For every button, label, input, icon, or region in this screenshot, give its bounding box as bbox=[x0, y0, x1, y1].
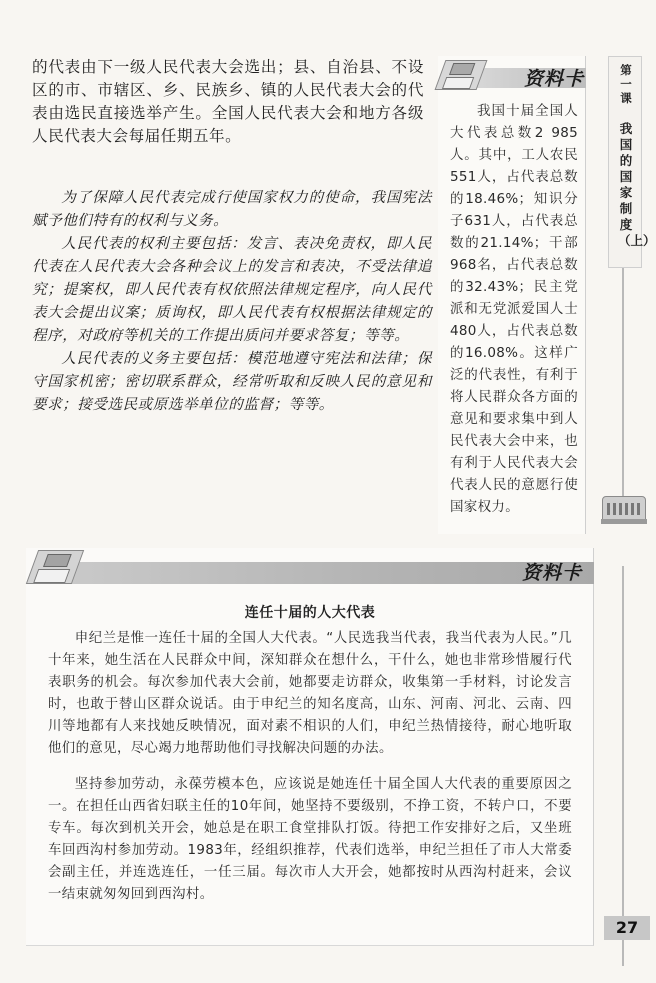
article-paragraph: 坚持参加劳动，永葆劳模本色，应该说是她连任十届全国人大代表的重要原因之一。在担任山西省妇联主任的10年间，她坚持不要级别，不挣工资，不转户口，不要专车。每次到机关开会，她总是在职工食堂排队打饭。待把工作安排好之后，又坐班车回西沟村参加劳动。1983年，经组织推荐，代表们选举，申纪兰担任了市人大常委会副主任，并连选连任，一任三届。每次市人大开会，她都按时从西沟村赶来，会议一结束就匆匆回到西沟村。 bbox=[48, 777, 572, 902]
lesson-label: 第一课 bbox=[620, 63, 632, 105]
bottom-card-header bbox=[26, 548, 594, 588]
page-number-box bbox=[604, 916, 650, 940]
article-paragraph: 申纪兰是惟一连任十届的全国人大代表。“人民选我当代表，我当代表为人民。”几十年来，她生活在人民群众中间，深知群众在想什么，干什么，她也非常珍惜履行代表职务的机会。每次参加代表大会前，她都要走访群众，收集第一手材料，讨论发言时，也敢于替山区群众说话。由于申纪兰的知名度高，山东、河南、河北、云南、四川等地都有人来找她反映情况，面对素不相识的人们，申纪兰热情接待，耐心地听取他们的意见，尽心竭力地帮助他们寻找解决问题的办法。 bbox=[48, 631, 572, 756]
rights-duties-section bbox=[32, 186, 432, 416]
nav-divider-lower bbox=[622, 566, 624, 966]
article-body bbox=[48, 628, 572, 920]
side-card-header bbox=[438, 60, 588, 90]
main-top-paragraph: 的代表由下一级人民代表大会选出；县、自治县、不设区的市、市辖区、乡、民族乡、镇的人民代表大会的代表由选民直接选举产生。全国人民代表大会和地方各级人民代表大会每届任期五年。 bbox=[32, 58, 424, 145]
bottom-info-card bbox=[26, 548, 594, 946]
bottom-card-band bbox=[70, 562, 594, 584]
side-card-title: 资料卡 bbox=[523, 68, 584, 90]
building-icon bbox=[602, 496, 646, 524]
page-number: 27 bbox=[615, 918, 639, 937]
rights-paragraph: 人民代表的权利主要包括：发言、表决免责权，即人民代表在人民代表大会各种会议上的发言和表决，不受法律追究；提案权，即人民代表有权依照法律规定程序，向人民代表大会提出议案；质询权，即人民代表有权根据法律规定的程序，对政府等机关的工作提出质问并要求答复；等等。 bbox=[32, 235, 432, 344]
lesson-tab bbox=[608, 56, 656, 268]
chapter-nav-strip bbox=[598, 56, 656, 983]
side-card-body: 我国十届全国人大代表总数2 985人。其中，工人农民551人，占代表总数的18.46%；知识分子631人，占代表总数的21.14%；干部968名，占代表总数的32.43%；民主党派和无党派爱国人士480人，占代表总数的16.08%。这样广泛的代表性，有利于将人民群众各方面的意见和要求集中到人民代表大会中来，也有利于人民代表大会代表人民的意愿行使国家权力。 bbox=[450, 103, 578, 515]
side-info-card bbox=[438, 56, 586, 534]
duties-paragraph: 人民代表的义务主要包括：模范地遵守宪法和法律；保守国家机密；密切联系群众，经常听取和反映人民的意见和要求；接受选民或原选举单位的监督；等等。 bbox=[32, 350, 432, 413]
article-title: 连任十届的人大代表 bbox=[244, 605, 376, 621]
intro-paragraph: 为了保障人民代表完成行使国家权力的使命，我国宪法赋予他们特有的权利与义务。 bbox=[32, 189, 432, 229]
lesson-title: 我国的国家制度（上） bbox=[618, 121, 656, 248]
bottom-card-title: 资料卡 bbox=[521, 562, 582, 584]
